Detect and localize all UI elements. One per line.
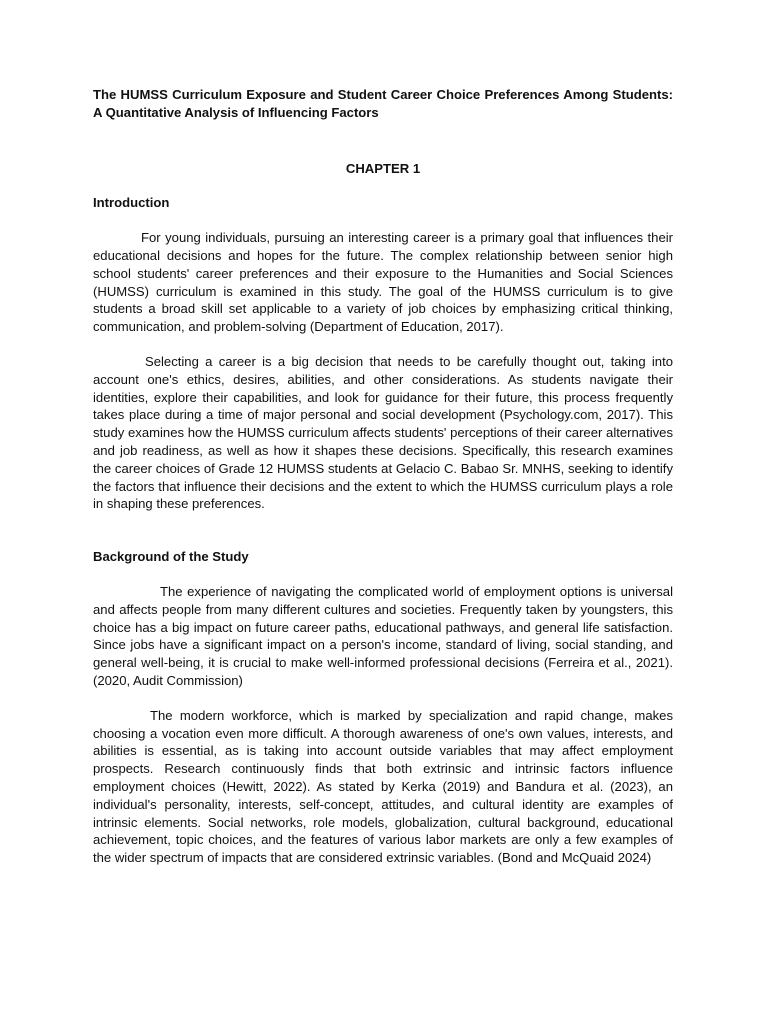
chapter-heading: CHAPTER 1 <box>345 160 421 176</box>
background-paragraph-2: The modern workforce, which is marked by specialization and rapid change, makes choosing a vocation even more difficult. A thorough awareness of one's own values, interests, and abilities is essential, as is taking into account outside variables that may affect employment prospects. Research continuously finds that both extrinsic and intrinsic factors influence employment choices (Hewitt, 2022). As stated by Kerka (2019) and Bandura et al. (2023), an individual's personality, interests, self-concept, attitudes, and cultural identity are examples of intrinsic elements. Social networks, role models, globalization, cultural background, educational achievement, topic choices, and the features of various labor markets are only a few examples of the wider spectrum of impacts that are considered extrinsic variables. (Bond and McQuaid 2024) <box>93 707 673 866</box>
introduction-paragraph-2: Selecting a career is a big decision that needs to be carefully thought out, taking into account one's ethics, desires, abilities, and other considerations. As students navigate their identities, explore their capabilities, and look for guidance for their future, this process frequently takes place during a time of major personal and social development (Psychology.com, 2017). This study examines how the HUMSS curriculum affects students' perceptions of their career alternatives and job readiness, as well as how it shapes these decisions. Specifically, this research examines the career choices of Grade 12 HUMSS students at Gelacio C. Babao Sr. MNHS, seeking to identify the factors that influence their decisions and the extent to which the HUMSS curriculum plays a role in shaping these preferences. <box>93 353 673 512</box>
section-heading-background: Background of the Study <box>93 549 249 565</box>
document-page <box>93 86 673 867</box>
document-title: The HUMSS Curriculum Exposure and Student Career Choice Preferences Among Students: A Quantitative Analysis of Influencing Factors <box>93 87 673 120</box>
background-paragraph-1: The experience of navigating the complicated world of employment options is universal and affects people from many different cultures and societies. Frequently taken by youngsters, this choice has a big impact on future career paths, educational pathways, and general life satisfaction. Since jobs have a significant impact on a person's income, standard of living, social standing, and general well-being, it is crucial to make well-informed professional decisions (Ferreira et al., 2021). (2020, Audit Commission) <box>93 583 673 688</box>
introduction-paragraph-1: For young individuals, pursuing an interesting career is a primary goal that influences their educational decisions and hopes for the future. The complex relationship between senior high school students' career preferences and their exposure to the Humanities and Social Sciences (HUMSS) curriculum is examined in this study. The goal of the HUMSS curriculum is to give students a broad skill set applicable to a variety of job choices by emphasizing critical thinking, communication, and problem-solving (Department of Education, 2017). <box>93 230 673 335</box>
section-heading-introduction: Introduction <box>93 195 170 211</box>
